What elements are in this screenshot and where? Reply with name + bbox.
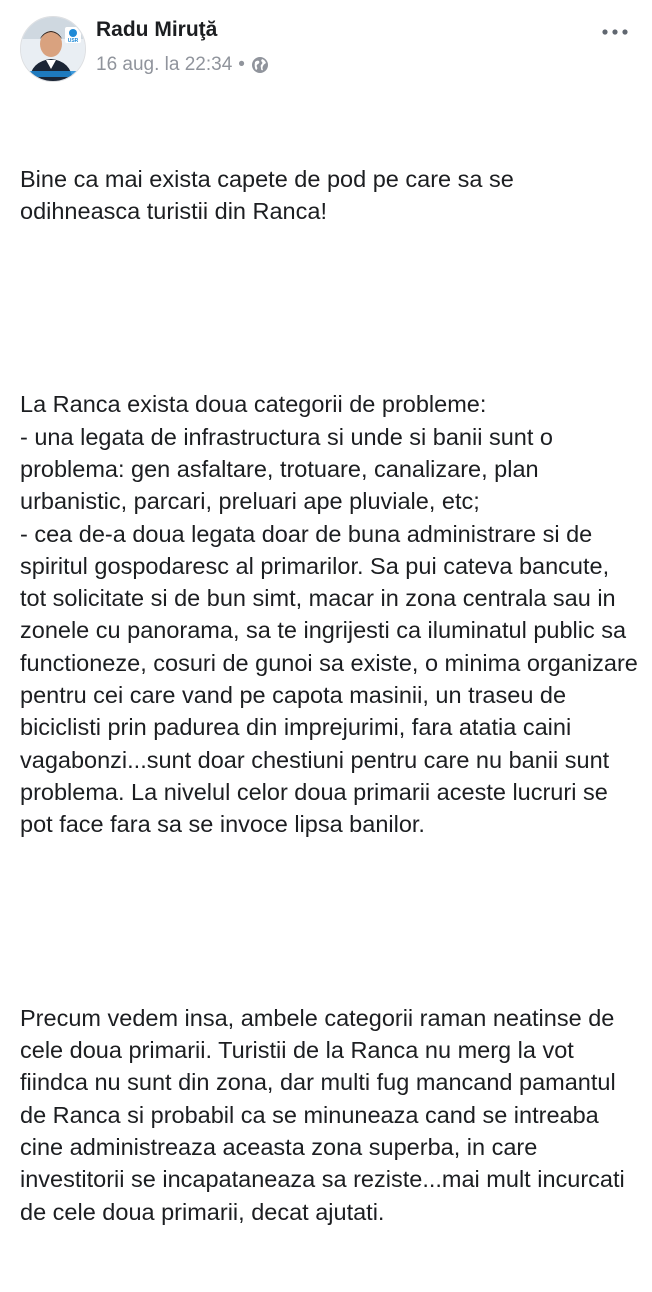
author-name[interactable]: Radu Miruţă — [96, 18, 218, 41]
post-paragraph: La Ranca exista doua categorii de probleme: - una legata de infrastructura si unde si banii sunt o problema: gen asfaltare, trotuare, canalizare, plan urbanistic, parcari, preluari ape pluviale, etc; - cea de-a doua legata doar de buna administrare si de spiritul gospodaresc al primarilor. Sa pui cateva bancute, tot solicitate si de bun simt, macar in zona centrala sau in zonele cu panorama, sa te ingrijesti ca iluminatul public sa functioneze, cosuri de gunoi sa existe, o minima organizare pentru cei care vand pe capota masinii, un traseu de biciclisti prin padurea din imprejurimi, fara atatia caini vagabonzi...sunt doar chestiuni pentru care nu banii sunt problema. La nivelul celor doua primarii aceste lucruri se pot face fara sa se invoce lipsa banilor. — [20, 391, 638, 838]
post-timestamp[interactable]: 16 aug. la 22:34 — [96, 54, 233, 75]
author-avatar[interactable] — [20, 16, 86, 82]
globe-icon[interactable] — [251, 56, 269, 74]
more-options-icon[interactable] — [598, 20, 632, 44]
avatar-badge-text: USR — [67, 38, 79, 44]
post-paragraph: Bine ca mai exista capete de pod pe care sa se odihneasca turistii din Ranca! — [20, 165, 521, 224]
post-header — [20, 14, 632, 84]
meta-separator: • — [238, 54, 245, 75]
post-paragraph: Precum vedem insa, ambele categorii raman neatinse de cele doua primarii. Turistii de la Ranca nu merg la vot fiindca nu sunt din zona, dar multi fug mancand pamantul de Ranca si probabil ca se minuneaza cand se intreaba cine administreaza aceasta zona superba, in care investitorii se incapataneaza sa reziste...mai mult incurcati de cele doua primarii, decat ajutati. — [20, 1004, 632, 1225]
avatar-image — [21, 17, 85, 81]
post-body — [20, 98, 638, 1292]
post-meta — [96, 54, 269, 76]
